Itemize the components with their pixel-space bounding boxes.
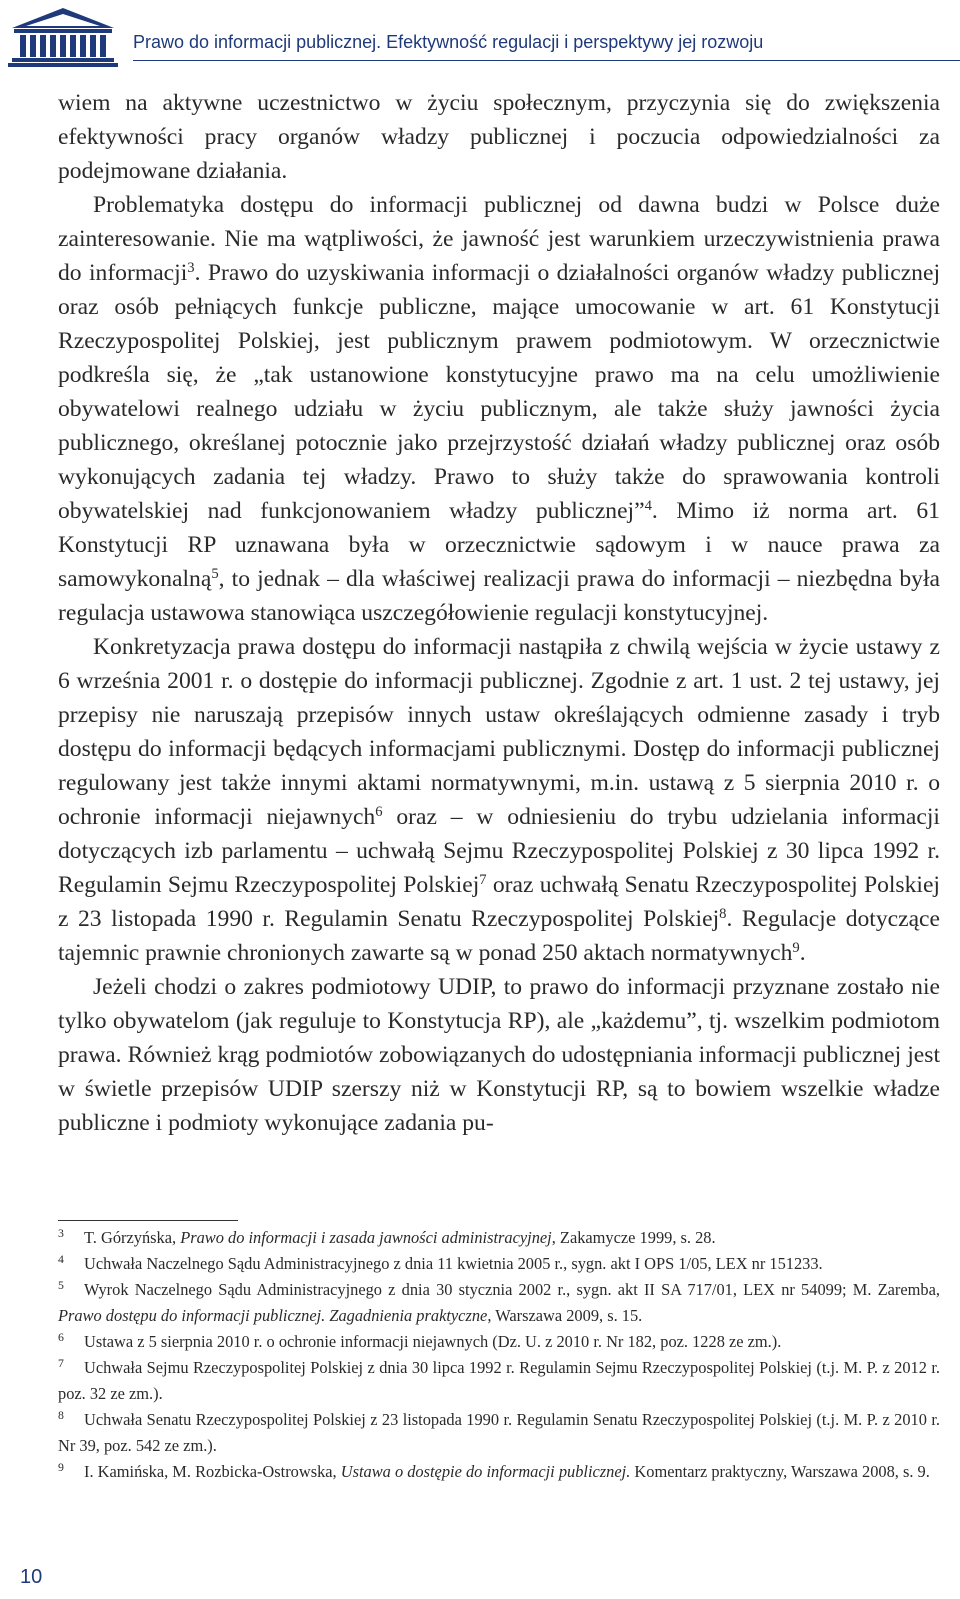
text-run: Uchwała Senatu Rzeczypospolitej Polskiej z 23 listopada 1990 r. Regulamin Senatu Rzeczypospolitej Polskiej (t.j. M. P. z 2010 r. Nr 39, poz. 542 ze zm.). <box>58 1410 940 1455</box>
footnote-ref: 9 <box>792 939 800 956</box>
text-run: wiem na aktywne uczestnictwo w życiu społecznym, przyczynia się do zwiększenia efektywności pracy organów władzy publicznej i poczucia odpowiedzialności za podejmowane działania. <box>58 90 940 184</box>
text-run: Ustawa z 5 sierpnia 2010 r. o ochronie informacji niejawnych (Dz. U. z 2010 r. Nr 182, poz. 1228 ze zm.). <box>84 1332 782 1351</box>
footnote-item: 4 Uchwała Naczelnego Sądu Administracyjnego z dnia 11 kwietnia 2005 r., sygn. akt I OPS 1/05, LEX nr 151233. <box>58 1252 823 1273</box>
footnote-ref: 5 <box>211 565 219 582</box>
body-paragraph <box>58 188 940 630</box>
text-run: , Warszawa 2009, s. 15. <box>487 1306 643 1325</box>
footnote-item: 8 Uchwała Senatu Rzeczypospolitej Polskiej z 23 listopada 1990 r. Regulamin Senatu Rzeczypospolitej Polskiej (t.j. M. P. z 2010 r. Nr 39, poz. 542 ze zm.). <box>58 1408 940 1455</box>
text-run: Komentarz praktyczny, Warszawa 2008, s. 9. <box>630 1462 930 1481</box>
parliament-building-logo-icon <box>8 6 118 68</box>
text-run: Uchwała Naczelnego Sądu Administracyjnego z dnia 11 kwietnia 2005 r., sygn. akt I OPS 1/05, LEX nr 151233. <box>84 1254 823 1273</box>
text-run: Jeżeli chodzi o zakres podmiotowy UDIP, to prawo do informacji przyznane zostało nie tylko obywatelom (jak reguluje to Konstytucja RP), ale „każdemu”, tj. wszelkim podmiotom prawa. Również krąg podmiotów zobowiązanych do udostępniania informacji publicznej jest w świetle przepisów UDIP szerszy niż w Konstytucji RP, są to bowiem wszelkie władze publiczne i podmioty wykonujące zadania pu- <box>58 974 940 1136</box>
italic-title: Prawo dostępu do informacji publicznej. Zagadnienia praktyczne <box>58 1306 488 1325</box>
body-paragraph <box>58 86 940 188</box>
footnote-item: 5 Wyrok Naczelnego Sądu Administracyjnego z dnia 30 stycznia 2002 r., sygn. akt II SA 717/01, LEX nr 54099; M. Zaremba, Prawo dostępu do informacji publicznej. Zagadnienia praktyczne, Warszawa 2009, s. 15. <box>58 1278 940 1325</box>
text-run: Konkretyzacja prawa dostępu do informacji nastąpiła z chwilą wejścia w życie ustawy z 6 września 2001 r. o dostępie do informacji publicznej. Zgodnie z art. 1 ust. 2 tej ustawy, jej przepisy nie naruszają przepisów innych ustaw określających odmienne zasady i tryb dostępu do informacji będących informacjami publicznymi. Dostęp do informacji publicznej regulowany jest także innymi aktami normatywnymi, m.in. ustawą z 5 sierpnia 2010 r. o ochronie informacji niejawnych <box>58 634 940 830</box>
footnote-ref: 8 <box>719 905 727 922</box>
text-run: , Zakamycze 1999, s. 28. <box>551 1228 716 1247</box>
text-run: oraz – w odniesieniu do trybu udzielania informacji dotyczących izb parlamentu – uchwałą Sejmu Rzeczypospolitej Polskiej z 30 lipca 1992 r. Regulamin Sejmu Rzeczypospolitej Polskiej <box>58 804 940 898</box>
text-run: . <box>799 940 806 966</box>
footnote-item: 6 Ustawa z 5 sierpnia 2010 r. o ochronie informacji niejawnych (Dz. U. z 2010 r. Nr 182, poz. 1228 ze zm.). <box>58 1330 782 1351</box>
footnote-ref: 4 <box>644 497 652 514</box>
text-run: Uchwała Sejmu Rzeczypospolitej Polskiej z dnia 30 lipca 1992 r. Regulamin Sejmu Rzeczypospolitej Polskiej (t.j. M. P. z 2012 r. poz. 32 ze zm.). <box>58 1358 940 1403</box>
italic-title: Prawo do informacji i zasada jawności administracyjnej <box>180 1228 552 1247</box>
text-run: I. Kamińska, M. Rozbicka-Ostrowska, <box>84 1462 341 1481</box>
footnote-item: 9 I. Kamińska, M. Rozbicka-Ostrowska, Ustawa o dostępie do informacji publicznej. Komentarz praktyczny, Warszawa 2008, s. 9. <box>58 1460 930 1481</box>
footnotes-section <box>58 1225 940 1485</box>
running-header-title: Prawo do informacji publicznej. Efektywność regulacji i perspektywy jej rozwoju <box>133 32 764 52</box>
text-run: oraz uchwałą Senatu Rzeczypospolitej Polskiej z 23 listopada 1990 r. Regulamin Senatu Rzeczypospolitej Polskiej <box>58 872 940 932</box>
text-run: . Mimo iż norma art. 61 Konstytucji RP uznawana była w orzecznictwie sądowym i w nauce prawa za samowykonalną <box>58 498 940 592</box>
page-number: 10 <box>20 1566 43 1588</box>
footnote-ref: 3 <box>187 259 195 276</box>
text-run: Wyrok Naczelnego Sądu Administracyjnego z dnia 30 stycznia 2002 r., sygn. akt II SA 717/01, LEX nr 54099; M. Zaremba, <box>84 1280 940 1299</box>
footnote-divider <box>58 1220 238 1221</box>
footnote-item: 3 T. Górzyńska, Prawo do informacji i zasada jawności administracyjnej, Zakamycze 1999, s. 28. <box>58 1226 716 1247</box>
text-run: Problematyka dostępu do informacji publicznej od dawna budzi w Polsce duże zainteresowanie. Nie ma wątpliwości, że jawność jest warunkiem urzeczywistnienia prawa do informacji <box>58 192 940 286</box>
body-paragraph <box>58 630 940 970</box>
page-header <box>0 0 960 80</box>
text-run: . Regulacje dotyczące tajemnic prawnie chronionych zawarte są w ponad 250 aktach normatywnych <box>58 906 940 966</box>
footnote-ref: 6 <box>375 803 383 820</box>
header-divider <box>133 60 960 61</box>
text-run: , to jednak – dla właściwej realizacji prawa do informacji – niezbędna była regulacja ustawowa stanowiąca uszczegółowienie regulacji konstytucyjnej. <box>58 566 940 626</box>
main-body-text <box>58 86 940 1140</box>
footnote-item: 7 Uchwała Sejmu Rzeczypospolitej Polskiej z dnia 30 lipca 1992 r. Regulamin Sejmu Rzeczypospolitej Polskiej (t.j. M. P. z 2012 r. poz. 32 ze zm.). <box>58 1356 940 1403</box>
text-run: . Prawo do uzyskiwania informacji o działalności organów władzy publicznej oraz osób pełniących funkcje publiczne, mające umocowanie w art. 61 Konstytucji Rzeczypospolitej Polskiej, jest publicznym prawem podmiotowym. W orzecznictwie podkreśla się, że „tak ustanowione konstytucyjne prawo ma na celu umożliwienie obywatelowi realnego udziału w życiu publicznym, ale także służy jawności życia publicznego, określanej potocznie jako przejrzystość działań władzy publicznej oraz osób wykonujących zadania tej władzy. Prawo to służy także do sprawowania kontroli obywatelskiej nad funkcjonowaniem władzy publicznej” <box>58 260 940 524</box>
body-paragraph <box>58 970 940 1140</box>
text-run: T. Górzyńska, <box>84 1228 181 1247</box>
italic-title: Ustawa o dostępie do informacji publicznej. <box>340 1462 631 1481</box>
footnote-ref: 7 <box>479 871 487 888</box>
